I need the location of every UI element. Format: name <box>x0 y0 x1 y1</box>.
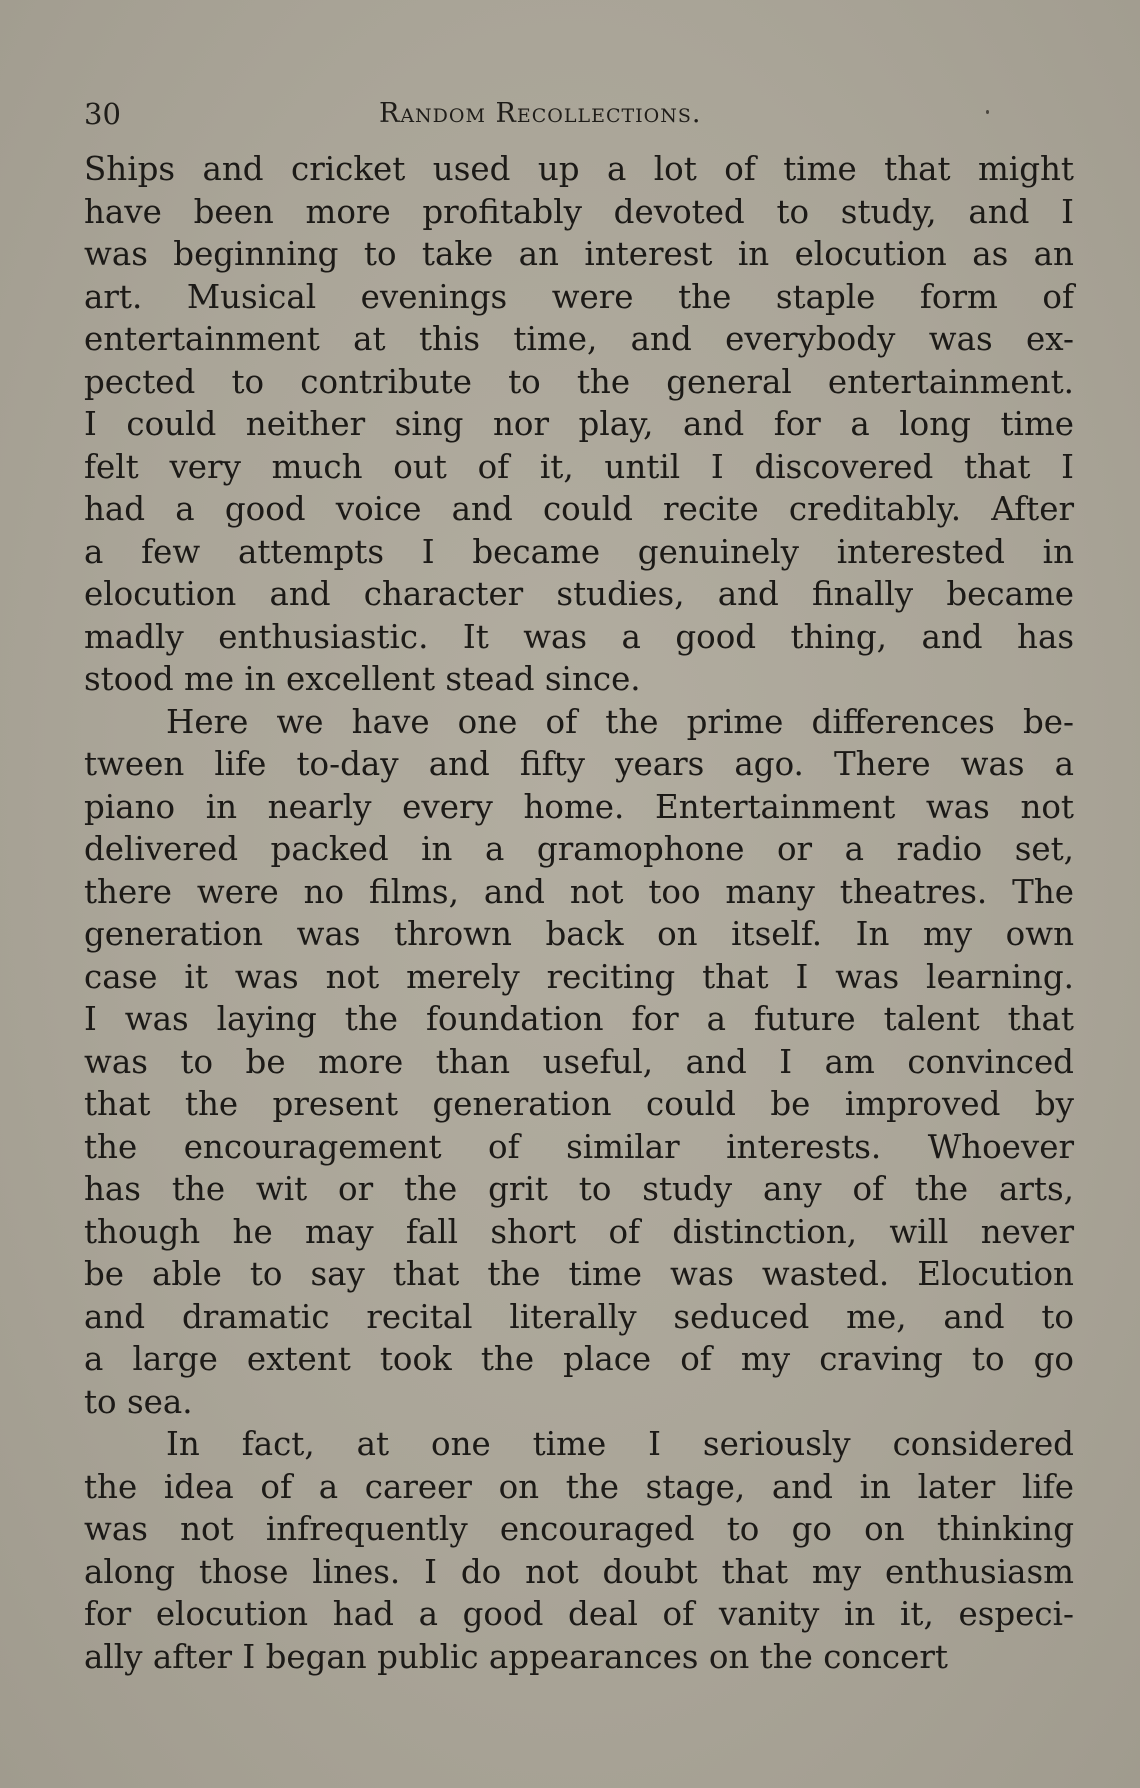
text-line: though he may fall short of distinction, will never <box>84 1212 1074 1251</box>
text-line: the encouragement of similar interests. Whoever <box>84 1127 1074 1166</box>
book-title: Random Recollections. <box>379 98 702 129</box>
text-line: I was laying the foundation for a future talent that <box>84 1000 1074 1038</box>
text-line: piano in nearly every home. Entertainment was not <box>84 787 1074 826</box>
text-line: tween life to-day and fifty years ago. There was a <box>84 745 1074 783</box>
ink-speck <box>986 110 989 114</box>
text-line: there were no films, and not too many theatres. The <box>84 872 1074 911</box>
text-line: to sea. <box>84 1382 193 1421</box>
text-line: has the wit or the grit to study any of the arts, <box>84 1170 1074 1208</box>
text-line: delivered packed in a gramophone or a radio set, <box>84 830 1074 868</box>
text-line: elocution and character studies, and finally became <box>84 575 1074 613</box>
paragraph-p3 <box>84 1423 1074 1678</box>
text-line: pected to contribute to the general entertainment. <box>84 362 1074 401</box>
text-line: and dramatic recital literally seduced me, and to <box>84 1297 1074 1336</box>
text-line: was not infrequently encouraged to go on thinking <box>84 1510 1074 1548</box>
text-line: felt very much out of it, until I discovered that I <box>84 447 1074 486</box>
text-line: was beginning to take an interest in elocution as an <box>84 235 1074 273</box>
text-line: Ships and cricket used up a lot of time that might <box>84 150 1074 188</box>
text-line: Here we have one of the prime differences be- <box>166 702 1074 741</box>
text-line: had a good voice and could recite creditably. After <box>84 490 1074 528</box>
text-line: ally after I began public appearances on the concert <box>84 1637 948 1676</box>
paragraph-p1 <box>84 148 1074 701</box>
text-line: the idea of a career on the stage, and in later life <box>84 1467 1074 1506</box>
text-line: case it was not merely reciting that I was learning. <box>84 957 1074 996</box>
text-line: generation was thrown back on itself. In my own <box>84 915 1074 953</box>
running-head <box>84 94 1064 134</box>
text-line: be able to say that the time was wasted. Elocution <box>84 1255 1074 1293</box>
page-number: 30 <box>84 97 121 131</box>
text-line: stood me in excellent stead since. <box>84 660 641 698</box>
text-line: for elocution had a good deal of vanity in it, especi- <box>84 1595 1074 1633</box>
text-line: have been more profitably devoted to study, and I <box>84 192 1074 231</box>
text-line: was to be more than useful, and I am convinced <box>84 1042 1074 1081</box>
text-line: In fact, at one time I seriously considered <box>166 1425 1074 1463</box>
text-line: that the present generation could be improved by <box>84 1085 1074 1123</box>
paragraph-p2 <box>84 701 1074 1424</box>
text-line: I could neither sing nor play, and for a long time <box>84 405 1074 443</box>
text-line: a few attempts I became genuinely interested in <box>84 532 1074 571</box>
text-line: madly enthusiastic. It was a good thing, and has <box>84 617 1074 656</box>
text-line: a large extent took the place of my craving to go <box>84 1340 1074 1378</box>
text-line: art. Musical evenings were the staple form of <box>84 277 1074 316</box>
text-line: entertainment at this time, and everybody was ex- <box>84 320 1074 358</box>
text-line: along those lines. I do not doubt that my enthusiasm <box>84 1552 1074 1591</box>
body-text <box>84 148 1074 1678</box>
